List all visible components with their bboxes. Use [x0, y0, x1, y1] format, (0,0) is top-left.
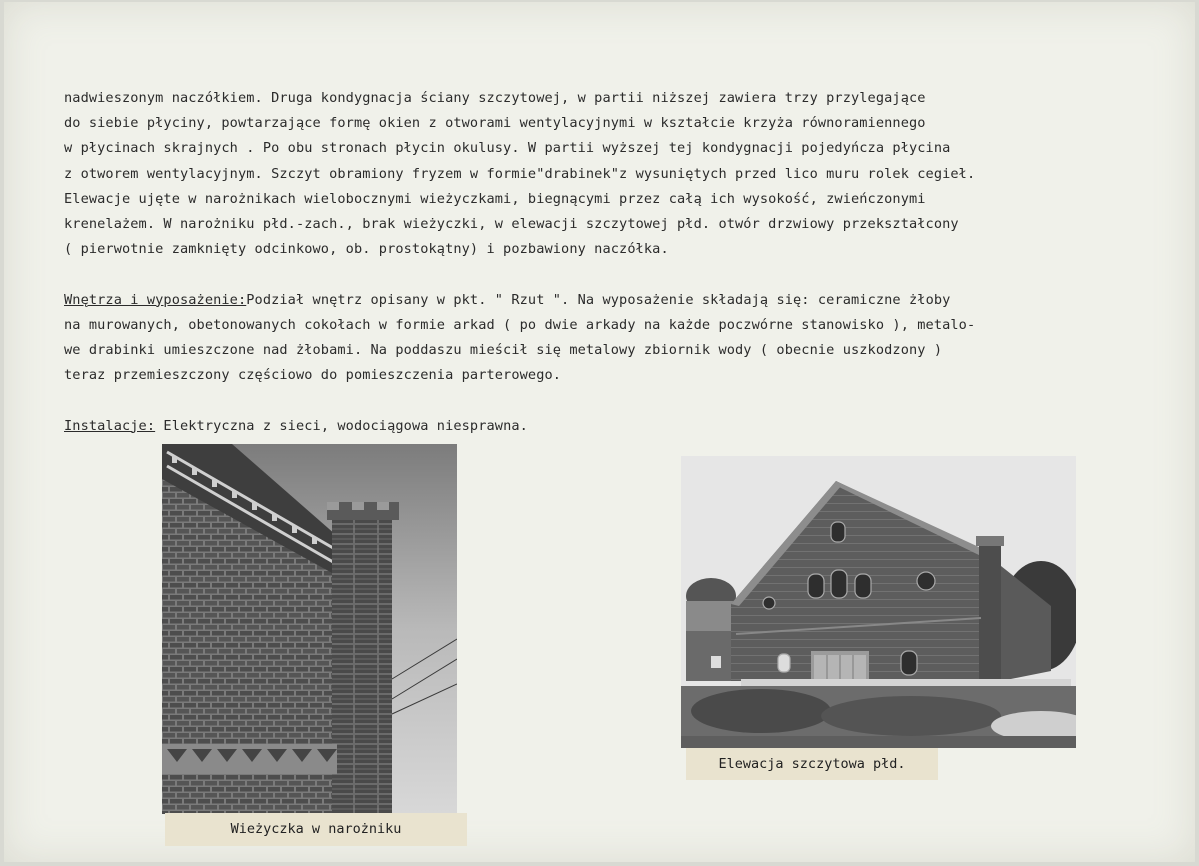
text-line: Elewacje ujęte w narożnikach wielobocznymi wieżyczkami, biegnącymi przez całą ich wysokość, zwieńczonymi: [64, 190, 926, 207]
text-line: nadwieszonym naczółkiem. Druga kondygnacja ściany szczytowej, w partii niższej zawiera trzy przylegające: [64, 90, 926, 106]
turret-photo-image: [162, 444, 457, 814]
text-line: w płycinach skrajnych . Po obu stronach płycin okulusy. W partii wyższej tej kondygnacji pojedyńcza płycina: [64, 140, 951, 157]
gable-photo-image: [681, 456, 1076, 748]
interiors-line: [64, 288, 1184, 313]
gable-photo: [681, 456, 1076, 748]
typewritten-text: [64, 86, 1184, 439]
installations-line: [64, 414, 1184, 439]
document-page: [4, 2, 1195, 862]
text-line: z otworem wentylacyjnym. Szczyt obramiony fryzem w formie"drabinek"z wysuniętych przed lico muru rolek cegieł.: [64, 165, 976, 182]
text-line: ( pierwotnie zamknięty odcinkowo, ob. prostokątny) i pozbawiony naczółka.: [64, 241, 669, 258]
text-line: we drabinki umieszczone nad żłobami. Na poddaszu mieścił się metalowy zbiornik wody ( obecnie uszkodzony ): [64, 342, 943, 359]
installations-heading: Instalacje:: [64, 417, 156, 434]
turret-photo: [162, 444, 457, 814]
interiors-heading: Wnętrza i wyposażenie:: [64, 291, 247, 308]
text-line: teraz przemieszczony częściowo do pomieszczenia parterowego.: [64, 367, 562, 384]
text-line: na murowanych, obetonowanych cokołach w formie arkad ( po dwie arkady na każde poczwórne stanowisko ), metalo-: [64, 316, 976, 333]
text-line: krenelażem. W narożniku płd.-zach., brak wieżyczki, w elewacji szczytowej płd. otwór drzwiowy przekształcony: [64, 216, 959, 233]
turret-caption-text: Wieżyczka w narożniku: [230, 821, 402, 837]
text-line: do siebie płyciny, powtarzające formę okien z otworami wentylacyjnymi w kształcie krzyża równoramiennego: [64, 115, 926, 132]
gable-caption: [686, 748, 938, 780]
installations-text: Elektryczna z sieci, wodociągowa niesprawna.: [155, 417, 528, 434]
interiors-text: Podział wnętrz opisany w pkt. " Rzut ". Na wyposażenie składają się: ceramiczne żłoby: [246, 291, 951, 308]
turret-caption: [165, 813, 467, 846]
gable-caption-text: Elewacja szczytowa płd.: [718, 756, 906, 772]
